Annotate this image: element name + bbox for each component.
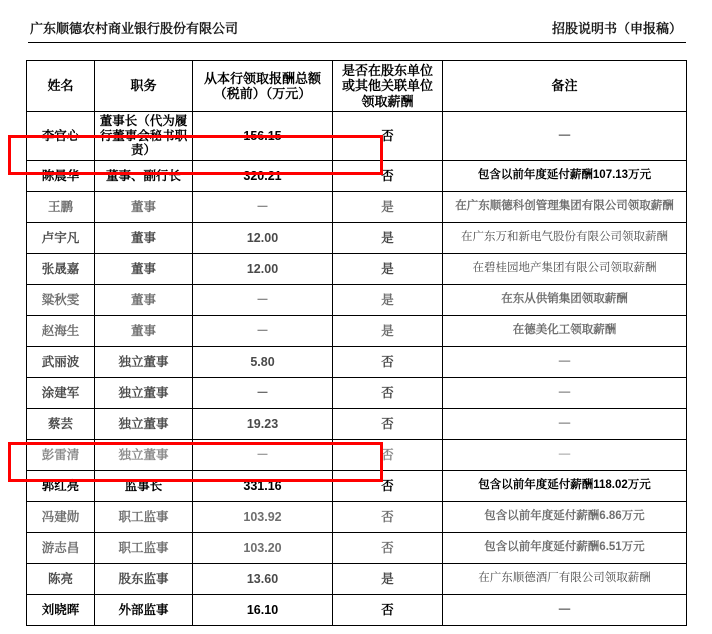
cell-title: 职工监事 [95,502,193,533]
cell-amount: － [193,285,333,316]
cell-note: 在东从供销集团领取薪酬 [443,285,687,316]
table-row [27,378,687,409]
cell-note: 在广东顺德酒厂有限公司领取薪酬 [443,564,687,595]
cell-amount: 320.21 [193,161,333,192]
table-row [27,502,687,533]
cell-related-pay: 是 [333,564,443,595]
cell-name: 陈晨华 [27,161,95,192]
table-row [27,192,687,223]
cell-note: 在广东顺德科创管理集团有限公司领取薪酬 [443,192,687,223]
cell-related-pay: 否 [333,440,443,471]
cell-title: 独立董事 [95,347,193,378]
header-document-type: 招股说明书（申报稿） [551,21,682,36]
cell-related-pay: 否 [333,409,443,440]
cell-title: 独立董事 [95,409,193,440]
cell-note: 在广东万和新电气股份有限公司领取薪酬 [443,223,687,254]
column-header-title: 职务 [95,61,193,112]
table-row [27,564,687,595]
column-header-related-pay: 是否在股东单位或其他关联单位领取薪酬 [333,61,443,112]
table-row [27,533,687,564]
cell-title: 独立董事 [95,378,193,409]
cell-related-pay: 否 [333,378,443,409]
cell-note: 在德美化工领取薪酬 [443,316,687,347]
table-row [27,254,687,285]
cell-note: — [443,440,687,471]
cell-name: 粱秋雯 [27,285,95,316]
cell-amount: 103.92 [193,502,333,533]
cell-title: 董事 [95,192,193,223]
compensation-table [26,60,687,626]
cell-amount: － [193,316,333,347]
cell-title: 监事长 [95,471,193,502]
cell-related-pay: 是 [333,316,443,347]
cell-title: 董事 [95,223,193,254]
cell-amount: 19.23 [193,409,333,440]
header-company-name: 广东顺德农村商业银行股份有限公司 [30,21,239,36]
cell-note: — [443,347,687,378]
table-row [27,285,687,316]
page-header [30,18,682,44]
cell-amount: 103.20 [193,533,333,564]
cell-note: — [443,111,687,160]
cell-note: 包含以前年度延付薪酬107.13万元 [443,161,687,192]
cell-title: 董事 [95,285,193,316]
cell-title: 董事 [95,254,193,285]
table-row [27,347,687,378]
cell-name: 赵海生 [27,316,95,347]
cell-note: — [443,409,687,440]
cell-name: 涂建军 [27,378,95,409]
column-header-amount: 从本行领取报酬总额（税前）（万元） [193,61,333,112]
table-row [27,161,687,192]
cell-note: — [443,595,687,626]
cell-amount: 156.15 [193,111,333,160]
cell-related-pay: 否 [333,533,443,564]
table-row [27,440,687,471]
cell-amount: － [193,192,333,223]
cell-amount: 16.10 [193,595,333,626]
cell-name: 蔡芸 [27,409,95,440]
column-header-note: 备注 [443,61,687,112]
cell-related-pay: 是 [333,192,443,223]
cell-amount: 331.16 [193,471,333,502]
cell-related-pay: 否 [333,111,443,160]
cell-title: 外部监事 [95,595,193,626]
cell-name: 刘晓晖 [27,595,95,626]
cell-name: 张晟嘉 [27,254,95,285]
cell-name: 王鹏 [27,192,95,223]
cell-title: 股东监事 [95,564,193,595]
cell-note: 包含以前年度延付薪酬6.86万元 [443,502,687,533]
cell-name: 武丽波 [27,347,95,378]
cell-name: 陈亮 [27,564,95,595]
cell-title: 董事 [95,316,193,347]
cell-note: 在碧桂园地产集团有限公司领取薪酬 [443,254,687,285]
cell-name: 李官心 [27,111,95,160]
cell-title: 董事长（代为履行董事会秘书职责） [95,111,193,160]
cell-related-pay: 否 [333,502,443,533]
cell-amount: － [193,440,333,471]
cell-related-pay: 是 [333,254,443,285]
table-row [27,223,687,254]
cell-name: 游志昌 [27,533,95,564]
cell-note: 包含以前年度延付薪酬118.02万元 [443,471,687,502]
cell-related-pay: 否 [333,347,443,378]
cell-related-pay: 否 [333,471,443,502]
column-header-name: 姓名 [27,61,95,112]
table-row [27,471,687,502]
cell-name: 卢宇凡 [27,223,95,254]
cell-amount: － [193,378,333,409]
cell-title: 董事、副行长 [95,161,193,192]
table-header-row [27,61,687,112]
cell-related-pay: 否 [333,161,443,192]
cell-related-pay: 是 [333,285,443,316]
header-divider [28,42,686,43]
table-row [27,409,687,440]
cell-amount: 13.60 [193,564,333,595]
cell-related-pay: 否 [333,595,443,626]
cell-name: 郭红亮 [27,471,95,502]
cell-note: 包含以前年度延付薪酬6.51万元 [443,533,687,564]
cell-name: 冯建勋 [27,502,95,533]
table-row [27,316,687,347]
cell-amount: 5.80 [193,347,333,378]
cell-title: 职工监事 [95,533,193,564]
cell-amount: 12.00 [193,254,333,285]
table-row [27,111,687,160]
cell-name: 彭雷清 [27,440,95,471]
cell-title: 独立董事 [95,440,193,471]
cell-related-pay: 是 [333,223,443,254]
table-row [27,595,687,626]
cell-note: — [443,378,687,409]
cell-amount: 12.00 [193,223,333,254]
